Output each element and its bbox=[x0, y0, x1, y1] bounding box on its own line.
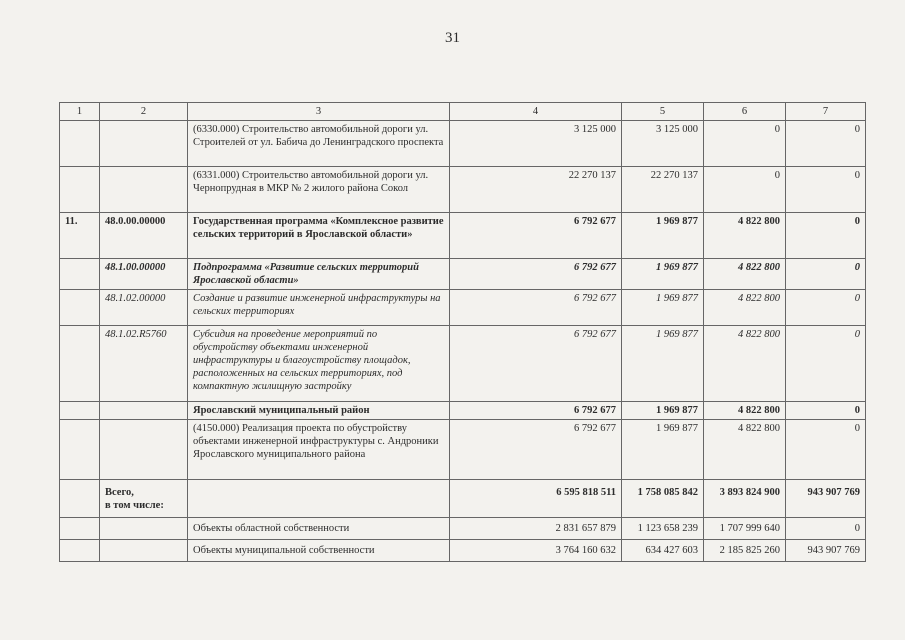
total-amount-cell: 3 893 824 900 bbox=[704, 480, 786, 518]
row-number-cell bbox=[60, 420, 100, 480]
code-cell bbox=[100, 420, 188, 480]
total-label-cell bbox=[100, 480, 188, 518]
total-amount-cell: 943 907 769 bbox=[786, 480, 866, 518]
column-number: 7 bbox=[786, 103, 866, 121]
column-number: 1 bbox=[60, 103, 100, 121]
amount-cell: 0 bbox=[786, 420, 866, 480]
breakdown-amount-cell: 2 185 825 260 bbox=[704, 540, 786, 562]
amount-cell: 0 bbox=[786, 402, 866, 420]
table-row bbox=[60, 402, 866, 420]
amount-cell: 4 822 800 bbox=[704, 402, 786, 420]
breakdown-amount-cell: 3 764 160 632 bbox=[450, 540, 622, 562]
name-cell: Государственная программа «Комплексное развитие сельских территорий в Ярославской области» bbox=[188, 213, 450, 259]
amount-total-cell: 6 792 677 bbox=[450, 290, 622, 326]
column-number: 3 bbox=[188, 103, 450, 121]
table-row bbox=[60, 167, 866, 213]
amount-cell: 1 969 877 bbox=[622, 402, 704, 420]
amount-total-cell: 6 792 677 bbox=[450, 259, 622, 290]
name-cell: Подпрограмма «Развитие сельских территорий Ярославской области» bbox=[188, 259, 450, 290]
row-number-cell bbox=[60, 290, 100, 326]
amount-cell: 3 125 000 bbox=[622, 121, 704, 167]
table-body bbox=[60, 103, 866, 562]
code-cell: 48.1.02.R5760 bbox=[100, 326, 188, 402]
amount-cell: 4 822 800 bbox=[704, 290, 786, 326]
breakdown-amount-cell: 1 707 999 640 bbox=[704, 518, 786, 540]
row-number-cell bbox=[60, 402, 100, 420]
row-number-cell bbox=[60, 326, 100, 402]
code-cell bbox=[100, 540, 188, 562]
code-cell bbox=[100, 518, 188, 540]
code-cell bbox=[100, 121, 188, 167]
row-number-cell bbox=[60, 480, 100, 518]
amount-cell: 0 bbox=[786, 121, 866, 167]
amount-total-cell: 6 792 677 bbox=[450, 420, 622, 480]
table-row bbox=[60, 121, 866, 167]
amount-cell: 0 bbox=[704, 121, 786, 167]
amount-cell: 0 bbox=[786, 290, 866, 326]
column-number: 4 bbox=[450, 103, 622, 121]
budget-table bbox=[59, 102, 866, 562]
amount-cell: 1 969 877 bbox=[622, 259, 704, 290]
row-number-cell bbox=[60, 259, 100, 290]
amount-cell: 0 bbox=[786, 213, 866, 259]
amount-total-cell: 3 125 000 bbox=[450, 121, 622, 167]
code-cell bbox=[100, 402, 188, 420]
total-sublabel: в том числе: bbox=[105, 500, 164, 511]
amount-cell: 1 969 877 bbox=[622, 290, 704, 326]
breakdown-label-cell: Объекты муниципальной собственности bbox=[188, 540, 450, 562]
column-number-row bbox=[60, 103, 866, 121]
amount-cell: 4 822 800 bbox=[704, 259, 786, 290]
column-number: 2 bbox=[100, 103, 188, 121]
row-number-cell bbox=[60, 540, 100, 562]
name-cell: Создание и развитие инженерной инфраструктуры на сельских территориях bbox=[188, 290, 450, 326]
amount-cell: 0 bbox=[704, 167, 786, 213]
code-cell: 48.1.02.00000 bbox=[100, 290, 188, 326]
total-label: Всего, bbox=[105, 487, 134, 498]
amount-cell: 1 969 877 bbox=[622, 213, 704, 259]
breakdown-amount-cell: 943 907 769 bbox=[786, 540, 866, 562]
amount-cell: 22 270 137 bbox=[622, 167, 704, 213]
amount-total-cell: 6 792 677 bbox=[450, 213, 622, 259]
amount-total-cell: 6 792 677 bbox=[450, 326, 622, 402]
amount-cell: 0 bbox=[786, 326, 866, 402]
code-cell bbox=[100, 167, 188, 213]
name-cell bbox=[188, 480, 450, 518]
breakdown-amount-cell: 1 123 658 239 bbox=[622, 518, 704, 540]
breakdown-amount-cell: 2 831 657 879 bbox=[450, 518, 622, 540]
amount-cell: 4 822 800 bbox=[704, 326, 786, 402]
amount-cell: 1 969 877 bbox=[622, 420, 704, 480]
name-cell: Ярославский муниципальный район bbox=[188, 402, 450, 420]
breakdown-row bbox=[60, 518, 866, 540]
name-cell: Субсидия на проведение мероприятий по обустройству объектами инженерной инфраструктуры и благоустройству площадок, расположенных на сельских территориях, под компактную жилищную застройку bbox=[188, 326, 450, 402]
column-number: 5 bbox=[622, 103, 704, 121]
table-row bbox=[60, 290, 866, 326]
breakdown-label-cell: Объекты областной собственности bbox=[188, 518, 450, 540]
row-number-cell: 11. bbox=[60, 213, 100, 259]
amount-cell: 4 822 800 bbox=[704, 420, 786, 480]
column-number: 6 bbox=[704, 103, 786, 121]
table-row bbox=[60, 326, 866, 402]
amount-cell: 0 bbox=[786, 167, 866, 213]
page-number: 31 bbox=[445, 30, 460, 46]
row-number-cell bbox=[60, 518, 100, 540]
amount-total-cell: 6 792 677 bbox=[450, 402, 622, 420]
table-row bbox=[60, 213, 866, 259]
row-number-cell bbox=[60, 121, 100, 167]
amount-total-cell: 22 270 137 bbox=[450, 167, 622, 213]
breakdown-amount-cell: 0 bbox=[786, 518, 866, 540]
amount-cell: 4 822 800 bbox=[704, 213, 786, 259]
total-amount-cell: 6 595 818 511 bbox=[450, 480, 622, 518]
row-number-cell bbox=[60, 167, 100, 213]
code-cell: 48.1.00.00000 bbox=[100, 259, 188, 290]
amount-cell: 0 bbox=[786, 259, 866, 290]
breakdown-row bbox=[60, 540, 866, 562]
name-cell: (4150.000) Реализация проекта по обустройству объектами инженерной инфраструктуры с. Андроники Ярославского муниципального района bbox=[188, 420, 450, 480]
amount-cell: 1 969 877 bbox=[622, 326, 704, 402]
name-cell: (6331.000) Строительство автомобильной дороги ул. Чернопрудная в МКР № 2 жилого района Сокол bbox=[188, 167, 450, 213]
table-row bbox=[60, 259, 866, 290]
total-row bbox=[60, 480, 866, 518]
table-row bbox=[60, 420, 866, 480]
code-cell: 48.0.00.00000 bbox=[100, 213, 188, 259]
breakdown-amount-cell: 634 427 603 bbox=[622, 540, 704, 562]
total-amount-cell: 1 758 085 842 bbox=[622, 480, 704, 518]
name-cell: (6330.000) Строительство автомобильной дороги ул. Строителей от ул. Бабича до Ленинградского проспекта bbox=[188, 121, 450, 167]
